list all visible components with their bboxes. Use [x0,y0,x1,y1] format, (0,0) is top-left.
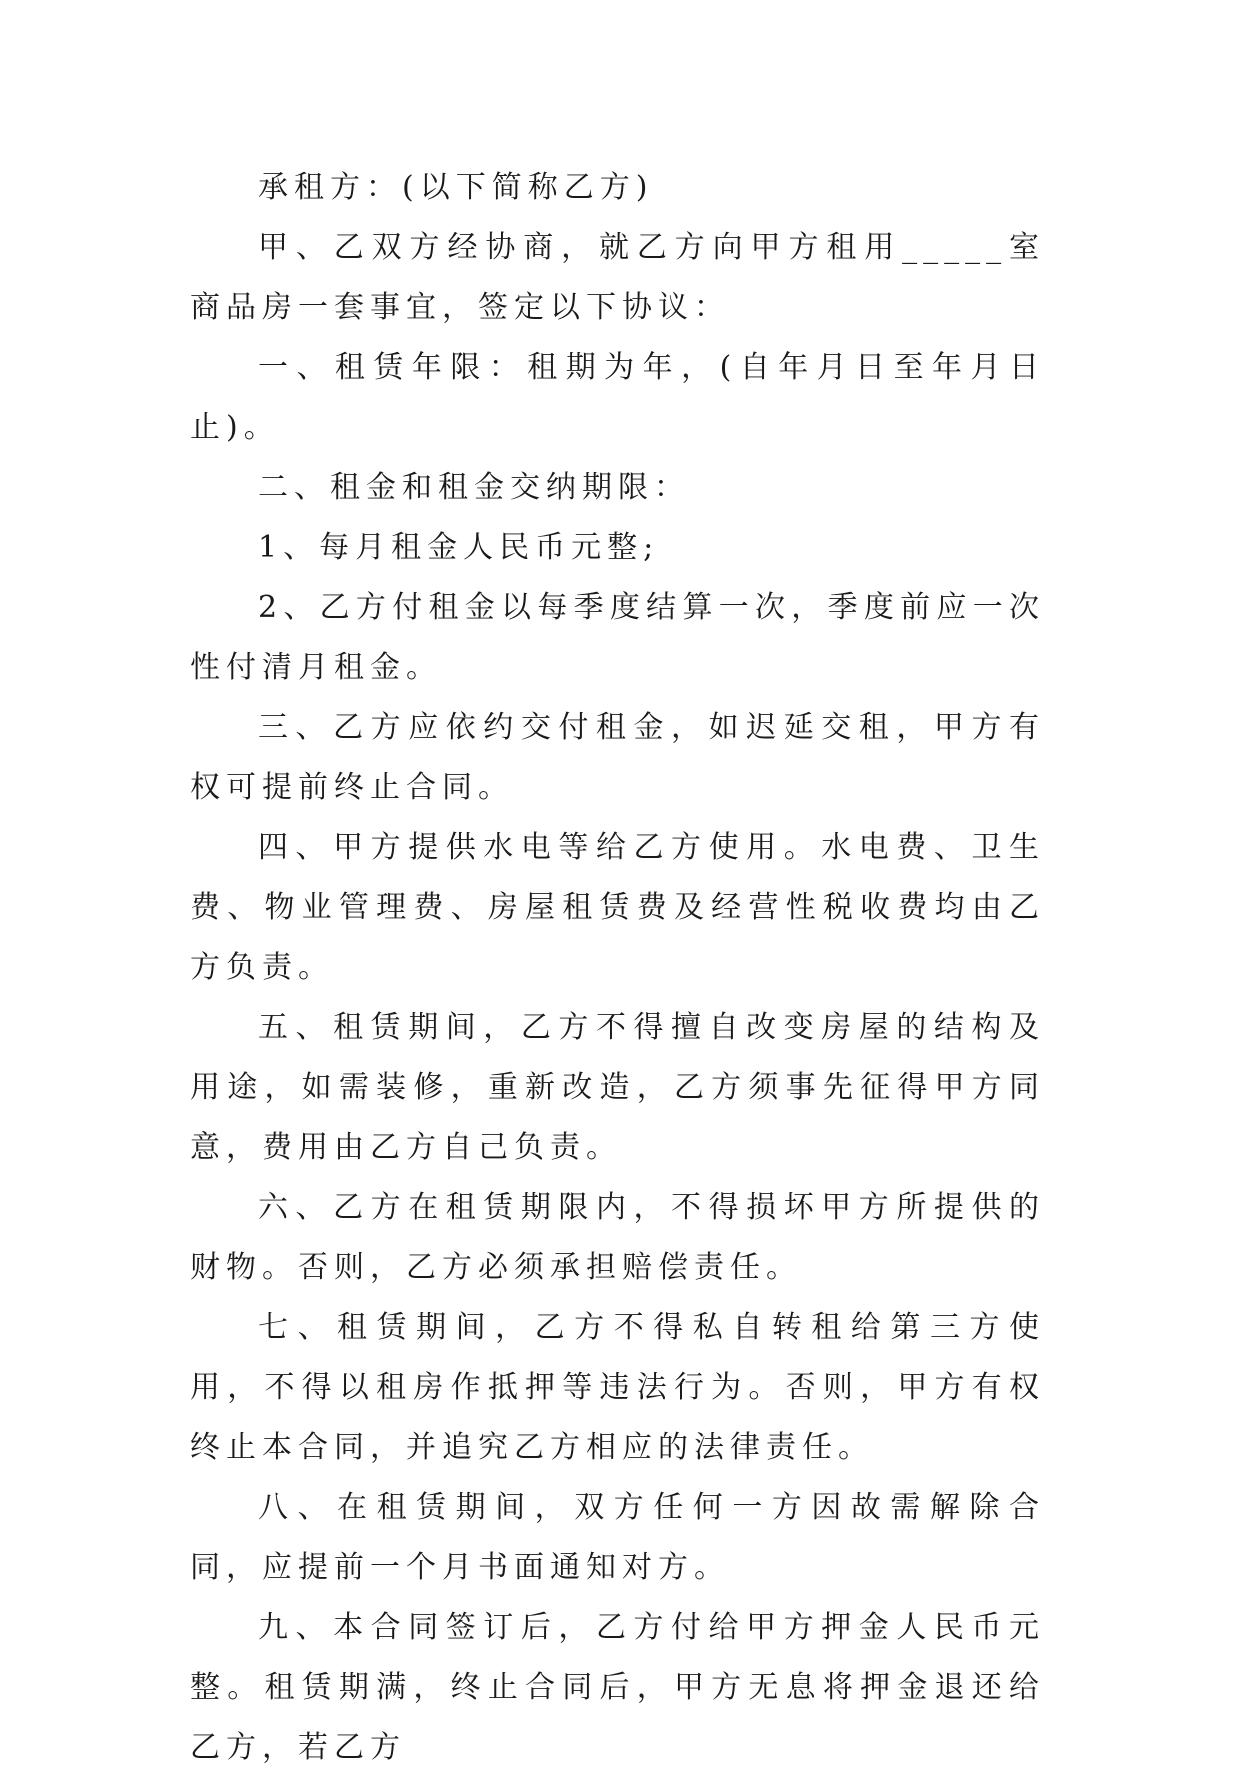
paragraph-clause-8: 八、在租赁期间，双方任何一方因故需解除合同，应提前一个月书面通知对方。 [190,1490,1045,1585]
document-body [190,158,1045,1778]
paragraph-clause-4: 四、甲方提供水电等给乙方使用。水电费、卫生费、物业管理费、房屋租赁费及经营性税收费均由乙方负责。 [190,830,1045,985]
paragraph-clause-1: 一、租赁年限：租期为年，(自年月日至年月日止)。 [190,350,1045,445]
paragraph-clause-7: 七、租赁期间，乙方不得私自转租给第三方使用，不得以租房作抵押等违法行为。否则，甲方有权终止本合同，并追究乙方相应的法律责任。 [190,1310,1045,1465]
paragraph-intro: 甲、乙双方经协商，就乙方向甲方租用_____室商品房一套事宜，签定以下协议： [190,230,1045,325]
paragraph-clause-3: 三、乙方应依约交付租金，如迟延交租，甲方有权可提前终止合同。 [190,710,1045,805]
paragraph-clause-2-item-1: 1、每月租金人民币元整; [258,530,660,565]
paragraph-clause-9: 九、本合同签订后，乙方付给甲方押金人民币元整。租赁期满，终止合同后，甲方无息将押金退还给乙方，若乙方 [190,1610,1045,1765]
paragraph-clause-5: 五、租赁期间，乙方不得擅自改变房屋的结构及用途，如需装修，重新改造，乙方须事先征得甲方同意，费用由乙方自己负责。 [190,1010,1045,1165]
paragraph-clause-6: 六、乙方在租赁期限内，不得损坏甲方所提供的财物。否则，乙方必须承担赔偿责任。 [190,1190,1045,1285]
paragraph-clause-2: 二、租金和租金交纳期限： [258,470,690,505]
paragraph-clause-2-item-2: 2、乙方付租金以每季度结算一次，季度前应一次性付清月租金。 [190,590,1045,685]
paragraph-lessee: 承租方：(以下简称乙方) [258,170,654,205]
